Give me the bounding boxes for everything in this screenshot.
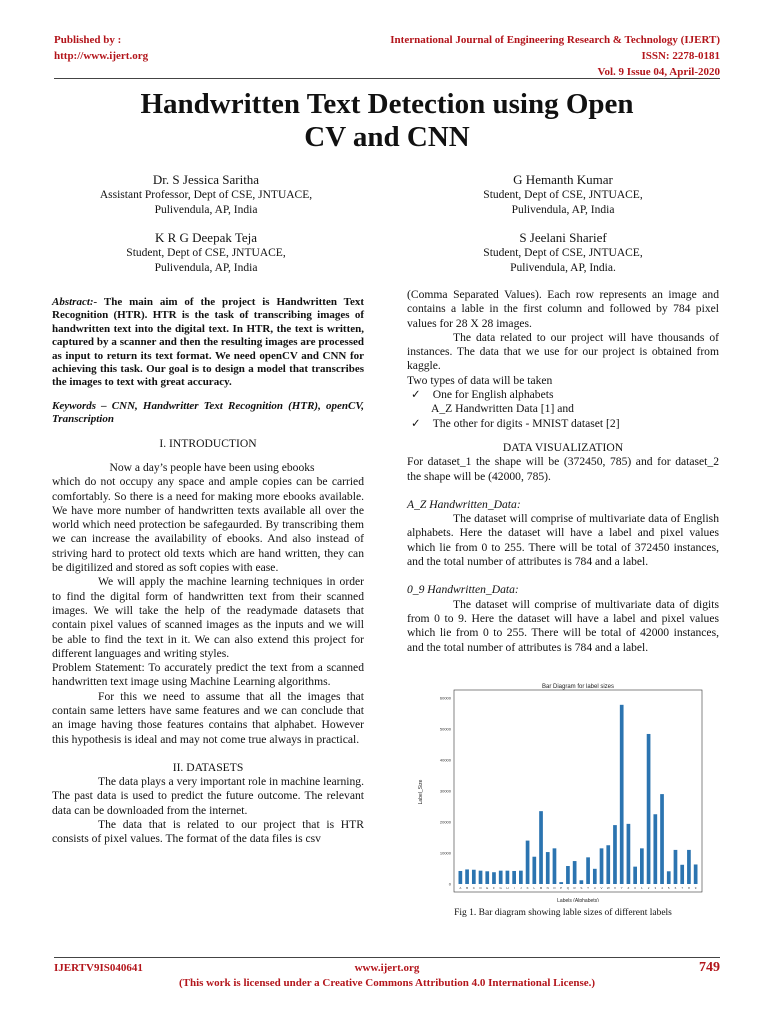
x-tick-label: 2 [647, 886, 650, 890]
section-heading-data-visualization: DATA VISUALIZATION [502, 440, 624, 454]
x-tick-label: V [600, 886, 603, 890]
author-name: K R G Deepak Teja [154, 230, 258, 245]
paragraph: For this we need to assume that all the images that contain same letters have same features and we can conclude that an image having those features contains that alphabet. However this hypothesis is ideal and may not come true always in practical. [52, 689, 364, 746]
chart-plot-frame [454, 690, 702, 892]
paragraph: The data related to our project will have thousands of instances. The data that we use for our project is obtained from kaggle. [407, 330, 719, 373]
y-tick-label: 20000 [439, 819, 451, 825]
chart-bar-V [600, 848, 604, 884]
y-tick-label: 10000 [439, 850, 451, 856]
chart-bar-3 [653, 814, 657, 884]
chart-bar-0 [633, 867, 637, 884]
page-number: 749 [699, 960, 720, 975]
chart-x-axis-label: Labels (Alphabets) [557, 898, 599, 902]
author-name: Dr. S Jessica Saritha [152, 172, 260, 187]
author-affiliation: Student, Dept of CSE, JNTUACE, [483, 247, 643, 259]
chart-title: Bar Diagram for label sizes [541, 684, 615, 690]
list-item-text: One for English alphabets [432, 388, 554, 402]
header-divider [54, 78, 720, 79]
author-block [413, 171, 713, 218]
title-line-1: Handwritten Text Detection using Open [140, 88, 634, 120]
author-location: Pulivendula, AP, India [154, 204, 258, 216]
paragraph: The dataset will comprise of multivariate data of English alphabets. Here the dataset will have a label and pixel values which lie from 0 to 255. There will be total of 372450 instances, and the total number of attributes is 784 and a label. [407, 512, 719, 569]
x-tick-label: 5 [667, 886, 670, 890]
paragraph: The data plays a very important role in machine learning. The past data is used to predict the future outcome. The relevant data can be downloaded from the internet. [52, 775, 364, 817]
check-icon: ✓ [411, 416, 421, 430]
x-tick-label: L [533, 886, 536, 890]
chart-bar-M [539, 811, 543, 884]
chart-bar-H [506, 871, 510, 884]
x-tick-label: C [472, 886, 475, 890]
abstract-text: The main aim of the project is Handwritten Text Recognition (HTR). HTR is the task of transcribing images of handwritten text into the digital text. In HTR, the text is written, captured by a scanner and then the resulting images are processed as input to return its text format. We need openCV and CNN for achieving this task. Our goal is to design a model that transcribes the images to text with great accuracy. [52, 296, 364, 389]
chart-bar-D [479, 871, 483, 884]
chart-y-axis-label: Label_Size [418, 779, 424, 805]
chart-bar-9 [694, 864, 698, 884]
x-tick-label: E [486, 886, 489, 890]
chart-bar-P [559, 882, 563, 884]
paragraph: The dataset will comprise of multivariate data of digits from 0 to 9. Here the dataset will have a label and pixel values which lie from 0 to 255. There will be total of 42000 instances, and the total number of attributes is 784 and a label. [407, 597, 719, 654]
problem-statement: Problem Statement: To accurately predict the text from a scanned handwritten text image using Machine Learning algorithms. [52, 661, 364, 689]
chart-bar-O [553, 848, 557, 884]
chart-bar-K [526, 841, 530, 884]
author-affiliation: Student, Dept of CSE, JNTUACE, [483, 189, 643, 201]
volume-issue: Vol. 9 Issue 04, April-2020 [597, 66, 720, 78]
x-tick-label: B [466, 886, 469, 890]
abstract [52, 296, 364, 390]
x-tick-label: I [513, 886, 515, 890]
keywords: Keywords – CNN, Handwritter Text Recognition (HTR), openCV, Transcription [52, 399, 364, 426]
subheading-az: A_Z Handwritten_Data: [407, 497, 521, 511]
list-item [407, 388, 719, 402]
paragraph: For dataset_1 the shape will be (372450, 785) and for dataset_2 the shape will be (42000, 785). [407, 455, 719, 483]
x-tick-label: T [587, 886, 590, 890]
bar-chart [412, 680, 712, 902]
chart-bar-L [532, 857, 536, 884]
abstract-label: Abstract:- [52, 296, 98, 308]
paragraph: The data that is related to our project that is HTR consists of pixel values. The format of the data files is csv [52, 818, 364, 846]
x-tick-label: A [459, 886, 462, 890]
issn: ISSN: 2278-0181 [641, 50, 720, 62]
published-by: Published by : [54, 34, 122, 46]
chart-bar-C [472, 870, 476, 884]
paragraph-first-line: Now a day’s people have been using ebooks [109, 460, 315, 474]
y-tick-label: 50000 [439, 726, 451, 732]
chart-bar-7 [680, 865, 684, 884]
list-item-text: The other for digits - MNIST dataset [2] [432, 416, 620, 430]
x-tick-label: 4 [661, 886, 663, 890]
chart-bar-E [485, 871, 489, 884]
x-tick-label: N [546, 886, 549, 890]
check-icon: ✓ [411, 388, 421, 402]
x-tick-label: O [553, 886, 556, 890]
author-name: G Hemanth Kumar [513, 172, 613, 187]
figure-caption: Fig 1. Bar diagram showing lable sizes of different labels [454, 908, 672, 918]
chart-bar-W [606, 845, 610, 884]
x-tick-label: K [526, 886, 529, 890]
chart-bar-Q [566, 866, 570, 884]
chart-bar-4 [660, 794, 664, 884]
author-block [56, 229, 356, 276]
title-line-2: CV and CNN [304, 121, 470, 153]
paragraph: which do not occupy any space and ample copies can be carried comfortably. So there is a need for making more ebooks available. We have more number of handwritten texts available all over the world which need protection be safegaurded. By transcribing them we can increase the availability of ebooks. And also instead of striving hard to protect old texts which are hand written, they can be digitilized and stored as soft copies with ease. [52, 475, 364, 575]
x-tick-label: 1 [641, 886, 643, 890]
x-tick-label: J [520, 886, 522, 890]
author-block [413, 229, 713, 276]
chart-bar-F [492, 872, 496, 884]
chart-bar-X [613, 825, 617, 884]
list-item [407, 417, 719, 431]
x-tick-label: 7 [681, 886, 684, 890]
chart-bar-2 [647, 734, 651, 884]
chart-bar-U [593, 869, 597, 884]
chart-bar-N [546, 852, 550, 884]
running-header-right [390, 32, 720, 80]
author-location: Pulivendula, AP, India [154, 262, 258, 274]
x-tick-label: 9 [694, 886, 697, 890]
x-tick-label: X [613, 886, 616, 890]
author-location: Pulivendula, AP, India. [510, 262, 616, 274]
author-location: Pulivendula, AP, India [511, 204, 615, 216]
paper-code: IJERTV9IS040641 [54, 962, 143, 974]
x-tick-label: Q [566, 886, 570, 890]
left-column [52, 296, 364, 847]
list-item-continuation: A_Z Handwritten Data [1] and [431, 402, 574, 416]
x-tick-label: 6 [674, 886, 677, 890]
section-heading-datasets: II. DATASETS [172, 760, 244, 774]
chart-bar-I [512, 871, 516, 884]
y-tick-label: 0 [448, 881, 451, 887]
chart-bar-R [573, 861, 577, 884]
x-tick-label: 8 [688, 886, 690, 890]
section-heading-introduction: I. INTRODUCTION [159, 436, 257, 450]
x-tick-label: U [593, 886, 596, 890]
x-tick-label: M [539, 886, 543, 890]
paragraph: Two types of data will be taken [407, 373, 553, 387]
author-affiliation: Student, Dept of CSE, JNTUACE, [126, 247, 286, 259]
y-tick-label: 30000 [439, 788, 451, 794]
license-note: (This work is licensed under a Creative Commons Attribution 4.0 International License.) [178, 977, 596, 989]
chart-bar-T [586, 857, 590, 884]
x-tick-label: H [506, 886, 509, 890]
x-tick-label: D [479, 886, 482, 890]
chart-bar-Y [620, 705, 624, 884]
y-tick-label: 60000 [439, 695, 451, 701]
chart-bar-S [580, 880, 584, 884]
chart-bar-5 [667, 871, 671, 884]
chart-bar-8 [687, 850, 691, 884]
running-header-left [54, 32, 148, 64]
journal-name: International Journal of Engineering Research & Technology (IJERT) [390, 34, 720, 46]
x-tick-label: 0 [634, 886, 636, 890]
x-tick-label: P [560, 886, 563, 890]
subheading-09: 0_9 Handwritten_Data: [407, 583, 519, 597]
x-tick-label: R [573, 886, 576, 890]
paragraph: (Comma Separated Values). Each row represents an image and contains a lable in the first column and followed by 784 pixel values for 28 X 28 images. [407, 288, 719, 330]
x-tick-label: Z [627, 886, 630, 890]
website-link[interactable]: http://www.ijert.org [54, 50, 149, 62]
author-block [56, 171, 356, 218]
paragraph: We will apply the machine learning techniques in order to find the digital form of handwritten text from their scanned images. We will take the help of the readymade datasets that contain pixel values of scanned images as the inputs and we will be able to find the text in it. We can also extend this project for different languages and writing styles. [52, 575, 364, 660]
footer-divider [54, 957, 720, 958]
author-affiliation: Assistant Professor, Dept of CSE, JNTUACE, [99, 189, 313, 201]
x-tick-label: 3 [654, 886, 657, 890]
x-tick-label: F [493, 886, 495, 890]
chart-bar-A [459, 871, 463, 884]
author-name: S Jeelani Sharief [519, 230, 607, 245]
x-tick-label: Y [620, 886, 623, 890]
y-tick-label: 40000 [439, 757, 451, 763]
x-tick-label: W [606, 886, 610, 890]
chart-bar-G [499, 871, 503, 884]
paper-title [54, 88, 720, 154]
chart-bar-Z [627, 824, 631, 884]
x-tick-label: G [499, 886, 502, 890]
right-column [407, 288, 719, 655]
footer-site-link[interactable]: www.ijert.org [354, 962, 420, 974]
chart-bar-J [519, 871, 523, 884]
chart-bar-B [465, 869, 469, 884]
chart-bar-6 [674, 850, 678, 884]
x-tick-label: S [580, 886, 583, 890]
chart-bar-1 [640, 848, 644, 884]
